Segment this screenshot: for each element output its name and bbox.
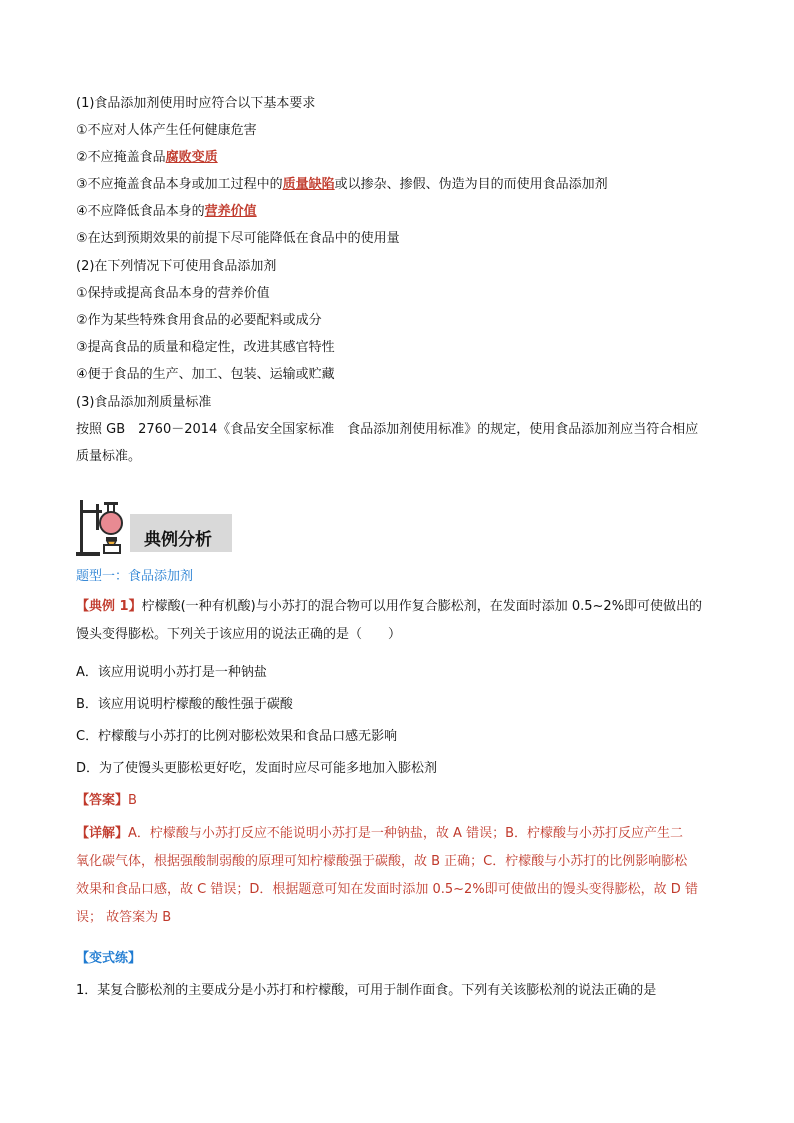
highlight-spoilage: 腐败变质 bbox=[165, 150, 218, 165]
requirement-3-text-post: 或以掺杂、掺假、伪造为目的而使用食品添加剂 bbox=[334, 177, 608, 192]
use-3: ③提高食品的质量和稳定性，改进其感官特性 bbox=[76, 340, 335, 355]
requirement-2 bbox=[76, 149, 218, 167]
option-b: B．该应用说明柠檬酸的酸性强于碳酸 bbox=[76, 697, 293, 712]
use-4: ④便于食品的生产、加工、包装、运输或贮藏 bbox=[76, 367, 335, 382]
heading-3: (3)食品添加剂质量标准 bbox=[76, 395, 212, 410]
standard-line-1: 按照 GB 2760－2014《食品安全国家标准 食品添加剂使用标准》的规定，使用食品添加剂应当符合相应 bbox=[76, 422, 699, 437]
lab-flask-icon bbox=[74, 496, 134, 558]
detail-explanation bbox=[76, 820, 724, 932]
detail-line-1 bbox=[76, 820, 724, 848]
section-banner bbox=[74, 496, 236, 558]
requirement-4-text: ④不应降低食品本身的 bbox=[76, 204, 205, 219]
banner-title: 典例分析 bbox=[144, 530, 212, 550]
answer-value: B bbox=[128, 793, 137, 808]
question-line-2: 馒头变得膨松。下列关于该应用的说法正确的是（ ） bbox=[76, 627, 402, 642]
answer-tag: 【答案】 bbox=[76, 793, 129, 808]
question-line-1 bbox=[76, 593, 724, 621]
requirement-2-text: ②不应掩盖食品 bbox=[76, 150, 166, 165]
standard-line-2: 质量标准。 bbox=[76, 449, 142, 464]
detail-line-2: 氧化碳气体，根据强酸制弱酸的原理可知柠檬酸强于碳酸，故 B 正确；C．柠檬酸与小苏打的比例影响膨松 bbox=[76, 854, 688, 869]
detail-line-3: 效果和食品口感，故 C 错误；D．根据题意可知在发面时添加 0.5~2%即可使做出的馒头变得膨松，故 D 错 bbox=[76, 882, 698, 897]
requirement-3-text: ③不应掩盖食品本身或加工过程中的 bbox=[76, 177, 283, 192]
answer bbox=[76, 792, 137, 810]
requirement-3 bbox=[76, 176, 608, 194]
detail-tag: 【详解】 bbox=[76, 826, 129, 841]
variant-question: 1．某复合膨松剂的主要成分是小苏打和柠檬酸，可用于制作面食。下列有关该膨松剂的说法正确的是 bbox=[76, 983, 657, 998]
detail-line-4: 误； 故答案为 B bbox=[76, 910, 172, 925]
question-type-label: 题型一：食品添加剂 bbox=[76, 569, 194, 584]
option-d: D．为了使馒头更膨松更好吃，发面时应尽可能多地加入膨松剂 bbox=[76, 761, 438, 776]
question-text-1: 柠檬酸(一种有机酸)与小苏打的混合物可以用作复合膨松剂，在发面时添加 0.5~2%即可使做出的 bbox=[141, 599, 703, 614]
use-2: ②作为某些特殊食用食品的必要配料或成分 bbox=[76, 313, 322, 328]
heading-1: (1)食品添加剂使用时应符合以下基本要求 bbox=[76, 96, 316, 111]
option-a: A．该应用说明小苏打是一种钠盐 bbox=[76, 665, 267, 680]
variant-tag: 【变式练】 bbox=[76, 951, 142, 966]
requirement-5: ⑤在达到预期效果的前提下尽可能降低在食品中的使用量 bbox=[76, 231, 400, 246]
example-tag: 【典例 1】 bbox=[76, 599, 142, 614]
question-stem bbox=[76, 593, 724, 649]
requirement-1: ①不应对人体产生任何健康危害 bbox=[76, 123, 257, 138]
detail-text-1: A．柠檬酸与小苏打反应不能说明小苏打是一种钠盐，故 A 错误；B．柠檬酸与小苏打反应产生二 bbox=[128, 826, 683, 841]
highlight-quality-defect: 质量缺陷 bbox=[282, 177, 335, 192]
heading-2: (2)在下列情况下可使用食品添加剂 bbox=[76, 259, 277, 274]
requirement-4 bbox=[76, 203, 257, 221]
use-1: ①保持或提高食品本身的营养价值 bbox=[76, 286, 270, 301]
option-c: C．柠檬酸与小苏打的比例对膨松效果和食品口感无影响 bbox=[76, 729, 398, 744]
highlight-nutrition: 营养价值 bbox=[204, 204, 257, 219]
